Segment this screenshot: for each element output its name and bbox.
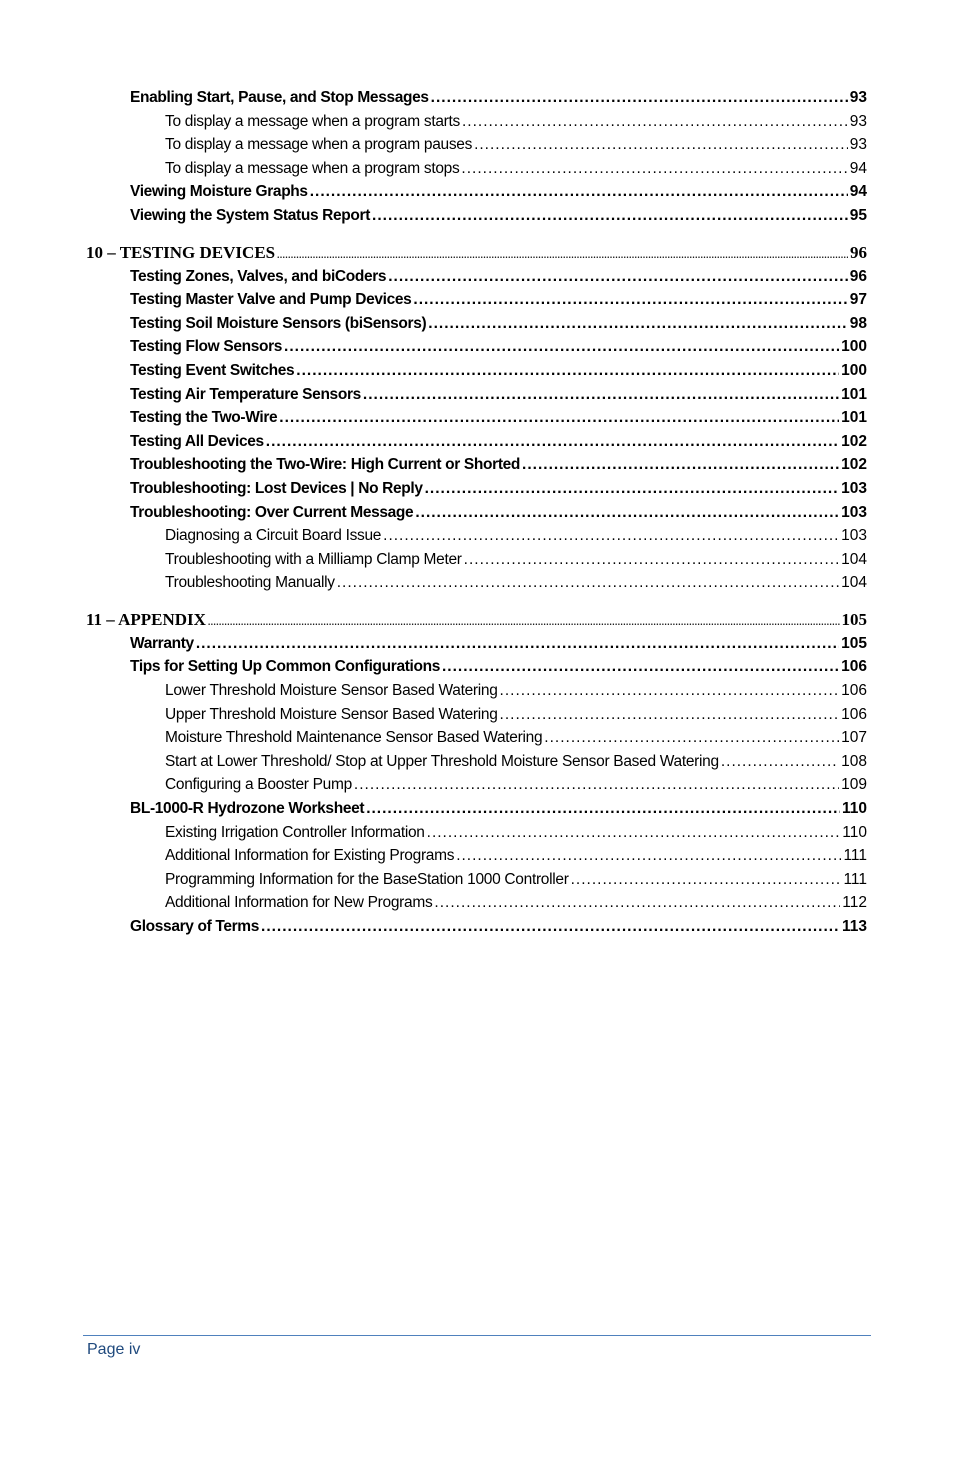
toc-entry-page-number: 102 bbox=[841, 456, 867, 474]
toc-entry-title: 11 – APPENDIX bbox=[86, 609, 206, 629]
toc-section-entry[interactable] bbox=[86, 312, 867, 336]
dot-leader bbox=[427, 821, 841, 845]
toc-entry-title: Tips for Setting Up Common Configurations bbox=[130, 658, 440, 676]
footer-divider bbox=[83, 1335, 871, 1336]
toc-entry-page-number: 104 bbox=[841, 550, 867, 568]
toc-entry-title: Troubleshooting the Two-Wire: High Current or Shorted bbox=[130, 456, 521, 474]
dot-leader bbox=[442, 655, 839, 679]
toc-section-entry[interactable] bbox=[86, 204, 867, 228]
toc-entry-title: Existing Irrigation Controller Information bbox=[165, 823, 425, 841]
toc-entry-title: Testing Flow Sensors bbox=[130, 338, 283, 356]
toc-entry-title: Testing Master Valve and Pump Devices bbox=[130, 291, 412, 309]
toc-subsection-entry[interactable] bbox=[86, 548, 867, 572]
toc-chapter-entry[interactable] bbox=[86, 241, 867, 265]
toc-section-entry[interactable] bbox=[86, 265, 867, 289]
toc-entry-title: Testing Zones, Valves, and biCoders bbox=[130, 267, 387, 285]
toc-entry-title: Additional Information for New Programs bbox=[165, 894, 433, 912]
dot-leader bbox=[372, 204, 848, 228]
toc-section-entry[interactable] bbox=[86, 86, 867, 110]
dot-leader bbox=[196, 632, 839, 656]
toc-entry-page-number: 103 bbox=[841, 527, 867, 545]
toc-subsection-entry[interactable] bbox=[86, 868, 867, 892]
toc-entry-title: Testing Air Temperature Sensors bbox=[130, 385, 361, 403]
toc-entry-page-number: 93 bbox=[849, 112, 867, 130]
toc-entry-page-number: 106 bbox=[841, 658, 867, 676]
toc-entry-title: Moisture Threshold Maintenance Sensor Based Watering bbox=[165, 729, 543, 747]
toc-entry-page-number: 106 bbox=[841, 682, 867, 700]
toc-section-entry[interactable] bbox=[86, 453, 867, 477]
toc-entry-title: Testing the Two-Wire bbox=[130, 409, 278, 427]
toc-entry-title: Start at Lower Threshold/ Stop at Upper Threshold Moisture Sensor Based Watering bbox=[165, 752, 719, 770]
toc-section-entry[interactable] bbox=[86, 915, 867, 939]
toc-entry-page-number: 96 bbox=[849, 267, 867, 285]
toc-entry-page-number: 102 bbox=[841, 432, 867, 450]
toc-entry-title: Testing All Devices bbox=[130, 432, 264, 450]
toc-entry-title: Testing Soil Moisture Sensors (biSensors) bbox=[130, 314, 427, 332]
dot-leader bbox=[266, 430, 839, 454]
toc-entry-title: To display a message when a program stops bbox=[165, 159, 460, 177]
toc-subsection-entry[interactable] bbox=[86, 821, 867, 845]
toc-subsection-entry[interactable] bbox=[86, 110, 867, 134]
toc-section-entry[interactable] bbox=[86, 288, 867, 312]
dot-leader bbox=[296, 359, 839, 383]
dot-leader bbox=[425, 477, 840, 501]
dot-leader bbox=[434, 891, 840, 915]
toc-entry-page-number: 93 bbox=[849, 136, 867, 154]
dot-leader bbox=[571, 868, 842, 892]
dot-leader bbox=[366, 797, 840, 821]
toc-section-entry[interactable] bbox=[86, 797, 867, 821]
toc-entry-page-number: 105 bbox=[841, 609, 867, 629]
toc-entry-title: Glossary of Terms bbox=[130, 918, 260, 935]
toc-entry-title: 10 – TESTING DEVICES bbox=[86, 242, 276, 262]
dot-leader bbox=[431, 86, 848, 110]
toc-subsection-entry[interactable] bbox=[86, 679, 867, 703]
dot-leader bbox=[428, 312, 847, 336]
toc-entry-page-number: 103 bbox=[841, 479, 867, 497]
toc-entry-page-number: 101 bbox=[841, 385, 867, 403]
toc-entry-title: Testing Event Switches bbox=[130, 361, 295, 379]
dot-leader bbox=[415, 501, 839, 525]
toc-subsection-entry[interactable] bbox=[86, 891, 867, 915]
toc-entry-page-number: 100 bbox=[841, 338, 867, 356]
toc-entry-title: To display a message when a program pauses bbox=[165, 136, 473, 154]
dot-leader bbox=[522, 453, 839, 477]
footer-page-number: Page iv bbox=[87, 1341, 141, 1358]
toc-subsection-entry[interactable] bbox=[86, 703, 867, 727]
dot-leader bbox=[279, 406, 839, 430]
dot-leader bbox=[413, 288, 847, 312]
toc-entry-page-number: 106 bbox=[841, 705, 867, 723]
toc-chapter-entry[interactable] bbox=[86, 608, 867, 632]
toc-subsection-entry[interactable] bbox=[86, 726, 867, 750]
dot-leader bbox=[388, 265, 848, 289]
toc-entry-page-number: 110 bbox=[842, 823, 867, 841]
toc-entry-page-number: 95 bbox=[849, 206, 867, 224]
toc-entry-title: BL-1000-R Hydrozone Worksheet bbox=[130, 800, 365, 818]
toc-entry-page-number: 100 bbox=[841, 361, 867, 379]
toc-section-entry[interactable] bbox=[86, 406, 867, 430]
toc-entry-title: Additional Information for Existing Programs bbox=[165, 847, 455, 865]
toc-entry-page-number: 113 bbox=[841, 918, 867, 935]
dot-leader bbox=[337, 571, 839, 595]
toc-section-entry[interactable] bbox=[86, 430, 867, 454]
toc-entry-title: Viewing Moisture Graphs bbox=[130, 183, 308, 201]
toc-entry-page-number: 107 bbox=[841, 729, 867, 747]
dot-leader bbox=[500, 679, 840, 703]
toc-subsection-entry[interactable] bbox=[86, 750, 867, 774]
toc-subsection-entry[interactable] bbox=[86, 571, 867, 595]
toc-section-entry[interactable] bbox=[86, 180, 867, 204]
toc-entry-title: Configuring a Booster Pump bbox=[165, 776, 352, 794]
dot-leader bbox=[456, 844, 841, 868]
toc-entry-page-number: 103 bbox=[841, 503, 867, 521]
toc-entry-title: Upper Threshold Moisture Sensor Based Watering bbox=[165, 705, 498, 723]
toc-subsection-entry[interactable] bbox=[86, 157, 867, 181]
toc-entry-title: Diagnosing a Circuit Board Issue bbox=[165, 527, 382, 545]
toc-entry-title: Warranty bbox=[130, 634, 194, 652]
toc-entry-page-number: 111 bbox=[843, 847, 867, 865]
dot-leader bbox=[277, 241, 848, 267]
dot-leader bbox=[544, 726, 839, 750]
toc-entry-page-number: 104 bbox=[841, 574, 867, 592]
toc-entry-page-number: 97 bbox=[849, 291, 867, 309]
dot-leader bbox=[310, 180, 848, 204]
toc-subsection-entry[interactable] bbox=[86, 773, 867, 797]
dot-leader bbox=[383, 524, 839, 548]
toc-entry-title: Troubleshooting: Over Current Message bbox=[130, 503, 414, 521]
dot-leader bbox=[354, 773, 839, 797]
toc-entry-page-number: 105 bbox=[841, 634, 867, 652]
toc-section-entry[interactable] bbox=[86, 335, 867, 359]
dot-leader bbox=[208, 608, 840, 634]
toc-entry-title: To display a message when a program starts bbox=[165, 112, 460, 130]
toc-section-entry[interactable] bbox=[86, 383, 867, 407]
toc-section-entry[interactable] bbox=[86, 501, 867, 525]
dot-leader bbox=[284, 335, 839, 359]
toc-entry-title: Viewing the System Status Report bbox=[130, 206, 371, 224]
dot-leader bbox=[721, 750, 839, 774]
toc-entry-page-number: 108 bbox=[841, 752, 867, 770]
toc-subsection-entry[interactable] bbox=[86, 844, 867, 868]
dot-leader bbox=[461, 157, 847, 181]
toc-entry-page-number: 110 bbox=[841, 800, 867, 818]
toc-entry-page-number: 94 bbox=[849, 159, 867, 177]
toc-entry-title: Troubleshooting: Lost Devices | No Reply bbox=[130, 479, 423, 497]
toc-entry-title: Programming Information for the BaseStation 1000 Controller bbox=[165, 870, 569, 888]
toc-entry-page-number: 111 bbox=[843, 870, 867, 888]
dot-leader bbox=[474, 133, 848, 157]
toc-section-entry[interactable] bbox=[86, 632, 867, 656]
toc-entry-page-number: 112 bbox=[842, 894, 867, 912]
toc-entry-title: Lower Threshold Moisture Sensor Based Watering bbox=[165, 682, 498, 700]
dot-leader bbox=[462, 110, 848, 134]
toc-entry-page-number: 101 bbox=[841, 409, 867, 427]
toc-entry-title: Troubleshooting Manually bbox=[165, 574, 335, 592]
toc-section-entry[interactable] bbox=[86, 477, 867, 501]
toc-entry-page-number: 109 bbox=[841, 776, 867, 794]
toc-subsection-entry[interactable] bbox=[86, 133, 867, 157]
toc-entry-page-number: 94 bbox=[849, 183, 867, 201]
dot-leader bbox=[261, 915, 840, 939]
table-of-contents bbox=[86, 86, 867, 939]
toc-entry-page-number: 98 bbox=[849, 314, 867, 332]
toc-entry-page-number: 93 bbox=[849, 89, 867, 106]
toc-subsection-entry[interactable] bbox=[86, 524, 867, 548]
dot-leader bbox=[464, 548, 839, 572]
dot-leader bbox=[363, 383, 839, 407]
toc-section-entry[interactable] bbox=[86, 359, 867, 383]
toc-section-entry[interactable] bbox=[86, 655, 867, 679]
toc-entry-page-number: 96 bbox=[850, 242, 867, 262]
toc-entry-title: Enabling Start, Pause, and Stop Messages bbox=[130, 89, 429, 106]
dot-leader bbox=[500, 703, 840, 727]
toc-entry-title: Troubleshooting with a Milliamp Clamp Meter bbox=[165, 550, 462, 568]
